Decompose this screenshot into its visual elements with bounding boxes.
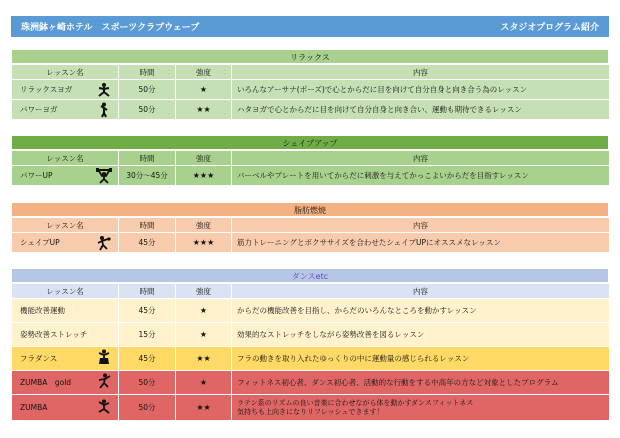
table-row: [12, 371, 610, 395]
col-name: レッスン名: [12, 218, 119, 233]
lesson-intensity: ★★: [176, 395, 232, 421]
table-row: [12, 166, 610, 186]
fatburn-table: [11, 217, 610, 253]
shapeup-table: [11, 150, 610, 186]
col-intensity: 強度: [176, 65, 232, 80]
lesson-content: ハタヨガで心とからだに目を向けて自分自身と向き合い、運動も期待できるレッスン: [232, 100, 610, 120]
section-fatburn: [11, 202, 609, 253]
section-title: リラックス: [11, 49, 609, 64]
col-name: レッスン名: [12, 65, 119, 80]
lesson-content: 筋力トレーニングとボクササイズを合わせたシェイプUPにオススメなレッスン: [232, 233, 610, 253]
lesson-content-line1: ラテン系のリズムの良い音楽に合わせながら体を動かすダンスフィットネス: [237, 398, 474, 407]
lesson-content: 効果的なストレッチをしながら姿勢改善を図るレッスン: [232, 323, 610, 347]
col-intensity: 強度: [176, 284, 232, 299]
col-content: 内容: [232, 284, 610, 299]
table-header-row: [12, 65, 610, 80]
lesson-intensity: ★★: [176, 100, 232, 120]
lesson-name: リラックスヨガ: [20, 85, 73, 94]
col-content: 内容: [232, 65, 610, 80]
dance-table: [11, 283, 610, 421]
section-title: ダンスetc: [11, 268, 609, 283]
col-name: レッスン名: [12, 284, 119, 299]
lesson-intensity: ★: [176, 371, 232, 395]
col-intensity: 強度: [176, 218, 232, 233]
lesson-content: バーベルやプレートを用いてからだに刺激を与えてかっこよいからだを目指すレッスン: [232, 166, 610, 186]
lesson-time: 50分: [119, 371, 176, 395]
lesson-name: シェイプUP: [20, 238, 60, 247]
lesson-time: 15分: [119, 323, 176, 347]
section-dance: [11, 268, 609, 421]
lesson-name: 姿勢改善ストレッチ: [12, 323, 119, 347]
lesson-name: ZUMBA gold: [20, 378, 72, 387]
weightlifting-icon: [96, 168, 112, 184]
lesson-intensity: ★: [176, 323, 232, 347]
col-content: 内容: [232, 151, 610, 166]
col-name: レッスン名: [12, 151, 119, 166]
lesson-content: フラの動きを取り入れたゆっくりの中に運動量の感じられるレッスン: [232, 347, 610, 371]
lesson-content: フィットネス初心者、ダンス初心者、活動的な行動をする中高年の方など対象としたプログラム: [232, 371, 610, 395]
col-time: 時間: [119, 284, 176, 299]
col-time: 時間: [119, 218, 176, 233]
section-relax: [11, 49, 609, 120]
dancer-icon: [96, 373, 112, 389]
table-header-row: [12, 284, 610, 299]
col-content: 内容: [232, 218, 610, 233]
lesson-time: 50分: [119, 395, 176, 421]
lesson-name: パワーヨガ: [20, 105, 58, 114]
table-header-row: [12, 151, 610, 166]
lesson-time: 30分～45分: [119, 166, 176, 186]
col-time: 時間: [119, 65, 176, 80]
lesson-intensity: ★★★: [176, 233, 232, 253]
table-row: [12, 347, 610, 371]
lesson-time: 45分: [119, 233, 176, 253]
section-title: シェイプアップ: [11, 135, 609, 150]
table-row: [12, 299, 610, 323]
page-title: スタジオプログラム紹介: [500, 23, 599, 33]
lesson-content-line2: 気持ちも上向きになりリフレッシュできます！: [237, 407, 384, 416]
lesson-intensity: ★★: [176, 347, 232, 371]
table-row: [12, 80, 610, 100]
lesson-content: いろんなアーサナ(ポーズ)で心とからだに目を向けて自分自身と向き合う為のレッスン: [232, 80, 610, 100]
hula-dancer-icon: [96, 349, 112, 365]
section-shapeup: [11, 135, 609, 186]
table-row: [12, 233, 610, 253]
lesson-name: パワーUP: [20, 171, 53, 180]
table-row: [12, 323, 610, 347]
table-row: [12, 100, 610, 120]
dancer-jump-icon: [96, 399, 112, 415]
section-title: 脂肪燃焼: [11, 202, 609, 217]
hotel-name: 珠洲鉢ヶ崎ホテル スポーツクラブウェーブ: [21, 23, 200, 33]
col-time: 時間: [119, 151, 176, 166]
lesson-time: 50分: [119, 100, 176, 120]
lesson-time: 50分: [119, 80, 176, 100]
table-row: [12, 395, 610, 421]
lesson-intensity: ★: [176, 299, 232, 323]
lesson-time: 45分: [119, 347, 176, 371]
col-intensity: 強度: [176, 151, 232, 166]
table-header-row: [12, 218, 610, 233]
header-banner: [11, 16, 609, 37]
lesson-time: 45分: [119, 299, 176, 323]
yoga-standing-icon: [96, 102, 112, 118]
lesson-content: からだの機能改善を目指し、からだのいろんなところを動かすレッスン: [232, 299, 610, 323]
lesson-intensity: ★★★: [176, 166, 232, 186]
lesson-name: 機能改善運動: [12, 299, 119, 323]
lesson-name: フラダンス: [20, 354, 58, 363]
boxing-icon: [96, 235, 112, 251]
lesson-content: [232, 395, 610, 421]
yoga-pose-icon: [96, 82, 112, 98]
lesson-intensity: ★: [176, 80, 232, 100]
relax-table: [11, 64, 610, 120]
lesson-name: ZUMBA: [20, 403, 48, 412]
